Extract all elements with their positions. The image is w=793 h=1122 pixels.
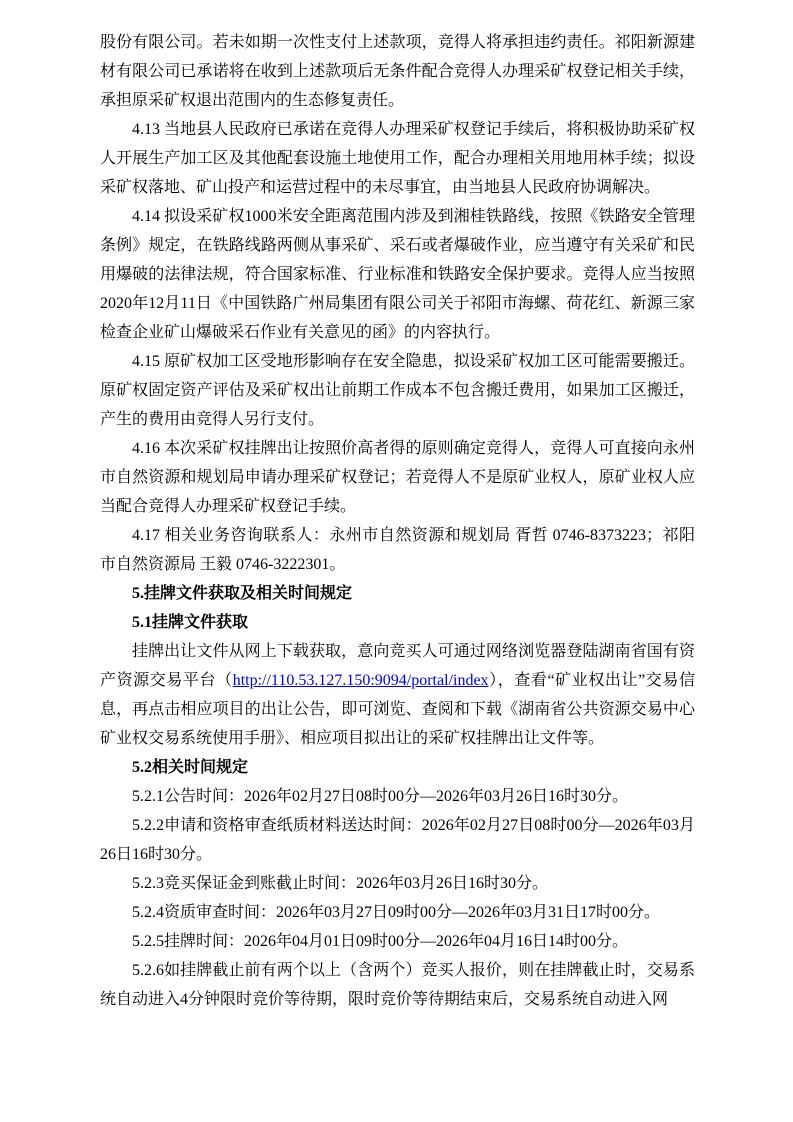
platform-url-link[interactable]: http://110.53.127.150:9094/portal/index xyxy=(232,672,489,689)
paragraph-4-13: 4.13 当地县人民政府已承诺在竞得人办理采矿权登记手续后，将积极协助采矿权人开展生产加工区及其他配套设施土地使用工作，配合办理相关用地用林手续；拟设采矿权落地、矿山投产和运营过程中的未尽事宜，由当地县人民政府协调解决。 xyxy=(100,121,695,196)
paragraph-5-2-2: 5.2.2申请和资格审查纸质材料送达时间：2026年02月27日08时00分—2026年03月26日16时30分。 xyxy=(100,817,695,863)
paragraph-5-2-3: 5.2.3竞买保证金到账截止时间：2026年03月26日16时30分。 xyxy=(132,875,549,892)
paragraph-continuation: 股份有限公司。若未如期一次性支付上述款项，竞得人将承担违约责任。祁阳新源建材有限公司已承诺将在收到上述款项后无条件配合竞得人办理采矿权登记相关手续，承担原采矿权退出范围内的生态修复责任。 xyxy=(100,34,695,109)
section-heading-5: 5.挂牌文件获取及相关时间规定 xyxy=(132,585,353,602)
paragraph-5-2-4: 5.2.4资质审查时间：2026年03月27日09时00分—2026年03月31日17时00分。 xyxy=(132,904,661,921)
paragraph-4-16: 4.16 本次采矿权挂牌出让按照价高者得的原则确定竞得人，竞得人可直接向永州市自然资源和规划局申请办理采矿权登记；若竞得人不是原矿业权人，原矿业权人应当配合竞得人办理采矿权登记手续。 xyxy=(100,440,695,515)
link-paragraph-post-text: ），查看“矿业权出让”交易信息，再点击相应项目的出让公告，即可浏览、查阅和下载《湖南省公共资源交易中心矿业权交易系统使用手册》、相应项目拟出让的采矿权挂牌出让文件等。 xyxy=(100,672,695,747)
link-paragraph-pre-text: 挂牌出让文件从网上下载获取，意向竞买人可通过网络浏览器登陆湖南省国有资产资源交易平台（ xyxy=(100,643,695,689)
paragraph-4-17: 4.17 相关业务咨询联系人：永州市自然资源和规划局 胥哲 0746-8373223；祁阳市自然资源局 王毅 0746-3222301。 xyxy=(100,527,695,573)
paragraph-5-2-6: 5.2.6如挂牌截止前有两个以上（含两个）竞买人报价，则在挂牌截止时，交易系统自动进入4分钟限时竞价等待期，限时竞价等待期结束后，交易系统自动进入网 xyxy=(100,962,695,1008)
paragraph-4-14: 4.14 拟设采矿权1000米安全距离范围内涉及到湘桂铁路线，按照《铁路安全管理条例》规定，在铁路线路两侧从事采矿、采石或者爆破作业，应当遵守有关采矿和民用爆破的法律法规，符合国家标准、行业标准和铁路安全保护要求。竞得人应当按照2020年12月11日《中国铁路广州局集团有限公司关于祁阳市海螺、荷花红、新源三家检查企业矿山爆破采石作业有关意见的函》的内容执行。 xyxy=(100,208,695,341)
paragraph-5-2-5: 5.2.5挂牌时间：2026年04月01日09时00分—2026年04月16日14时00分。 xyxy=(132,933,629,950)
section-heading-5-1: 5.1挂牌文件获取 xyxy=(132,614,249,631)
paragraph-4-15: 4.15 原矿权加工区受地形影响存在安全隐患，拟设采矿权加工区可能需要搬迁。原矿权固定资产评估及采矿权出让前期工作成本不包含搬迁费用，如果加工区搬迁，产生的费用由竞得人另行支付。 xyxy=(100,353,695,428)
section-heading-5-2: 5.2相关时间规定 xyxy=(132,759,249,776)
paragraph-5-2-1: 5.2.1公告时间：2026年02月27日08时00分—2026年03月26日16时30分。 xyxy=(132,788,629,805)
paragraph-5-1-body xyxy=(100,637,695,753)
